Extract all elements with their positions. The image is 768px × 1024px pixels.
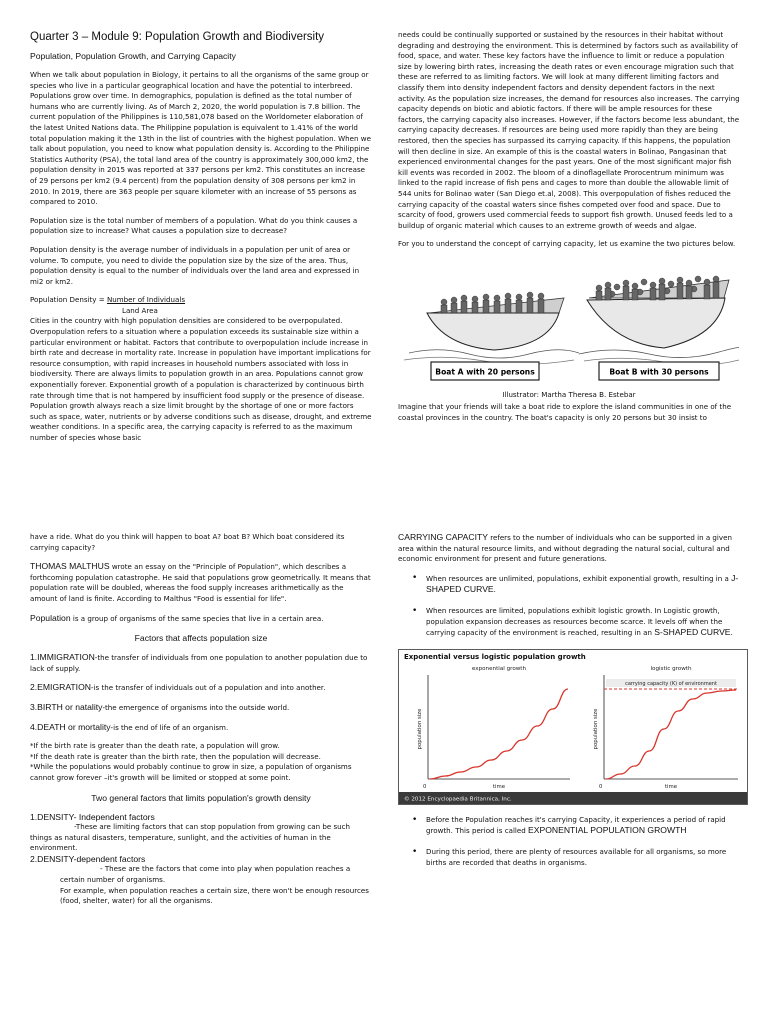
emigration-keyword: 2.EMIGRATION <box>30 682 91 693</box>
density-formula <box>30 295 372 306</box>
birth-text: -the emergence of organisms into the outside world. <box>102 702 290 712</box>
population-density-paragraph: Population density is the average number of individuals in a population per unit of area or volume. To compute, you need to divide the population size by the size of the area. Thus, population density is equal to the number of individuals over the land area and expressed in mi2 or km2. <box>30 244 360 286</box>
factors-heading: Factors that affects population size <box>134 633 268 644</box>
origin-label: 0 <box>599 783 603 790</box>
population-text: is a group of organisms of the same species that live in a certain area. <box>70 613 324 623</box>
note-birth-rate: *If the birth rate is greater than the death rate, a population will grow. <box>30 741 280 751</box>
exponential-growth-text: Before the Population reaches it's carrying Capacity, it experiences a period of rapid growth. This period is called <box>426 814 726 836</box>
note-growth-limit: *While the populations would probably continue to grow in size, a population of organisms cannot grow forever –it's growth will be limited or stopped at some point. <box>30 762 352 782</box>
malthus-keyword: THOMAS MALTHUS <box>30 561 110 572</box>
boat-ride-paragraph: Imagine that your friends will take a boat ride to explore the island communities in one of the coastal provinces in the country. The boat's capacity is only 20 persons but 30 insist to <box>398 402 732 423</box>
factor-immigration <box>30 652 372 674</box>
formula-denominator: Land Area <box>122 305 158 315</box>
s-curve-keyword: S-SHAPED CURVE <box>654 627 731 638</box>
factor-birth <box>30 702 372 714</box>
death-keyword: 4.DEATH or mortality <box>30 721 111 732</box>
factor-emigration <box>30 682 372 694</box>
page1-left-column <box>30 30 372 452</box>
intro-paragraph: When we talk about population in Biology, it pertains to all the organisms of the same group or species who live in a particular geographical location and have the potential to interbreed. Populations grow over time. In demographics, population is defined as the total number of humans who are currently living. As of March 2, 2020, the world population is 7.8 billion. The current population of the Philippines is 110,581,078 based on the Worldometer elaboration of the latest United Nations data. The Philippine population is equivalent to 1.41% of the world total population making it the 13th in the list of countries with the highest population. When we talk about population, you need to know what population density is. According to the Philippine Statistics Authority (PSA), the total land area of the country is approximately 300,000 km2, the population density in 2015 was reported at 337 persons per km2. This constitutes an increase of 29 persons per km2 (9.4 percent) from the population density of 308 persons per km2 in 2010. In 2019, there are 363 people per square kilometer with an increase of 55 persons as compared to 2010. <box>30 70 371 207</box>
panel-subtitle: exponential growth <box>471 665 527 672</box>
density-independent-text: -These are limiting factors that can stop population from growing can be such things as natural disasters, temperature, sunlight, and the activities of human in the environment. <box>30 822 351 853</box>
carrying-capacity-keyword: CARRYING CAPACITY <box>398 532 488 542</box>
boat-b-drawing <box>579 276 739 365</box>
chart-frame <box>399 649 748 804</box>
two-factors-heading: Two general factors that limits population's growth density <box>91 792 311 803</box>
x-axis-label: time <box>664 783 678 790</box>
density-dependent-heading: 2.DENSITY-dependent factors <box>30 853 146 864</box>
chart-credit: © 2012 Encyclopaedia Britannica, Inc. <box>404 796 512 803</box>
list-item <box>426 847 740 868</box>
boat-b-label: Boat B with 30 persons <box>609 367 709 377</box>
exponential-bullets <box>398 815 740 868</box>
resources-text: During this period, there are plenty of resources available for all organisms, so more births are recorded that deaths in organisms. <box>426 846 727 867</box>
list-item <box>426 606 740 639</box>
boat-a-label: Boat A with 20 persons <box>435 367 535 377</box>
factor-death <box>30 722 372 734</box>
s-curve-end: . <box>730 628 733 638</box>
exponential-growth-keyword: EXPONENTIAL POPULATION GROWTH <box>528 825 687 836</box>
density-dependent-example: For example, when population reaches a certain size, there won't be enough resources (food, shelter, water) for all the organisms. <box>60 885 369 906</box>
density-independent-heading: 1.DENSITY- Independent factors <box>30 811 155 822</box>
j-curve-text: When resources are unlimited, populations, exhibit exponential growth, resulting in a <box>426 573 732 583</box>
chart-title: Exponential versus logistic population growth <box>404 652 586 661</box>
y-axis-label: population size <box>593 708 599 750</box>
carrying-capacity-annotation: carrying capacity (K) of environment <box>625 680 717 687</box>
carrying-capacity-paragraph: needs could be continually supported or sustained by the resources in their habitat without degrading and destroying the environment. This is determined by factors such as availability of food, space, and water. These key factors have the influence to limit or reduce a population size by lowering birth rates, increasing the death rates or even encourage migration such that these are referred to as limiting factors. We will look at many different limiting factors and classify them into density independent factors and density dependent factors in the next activity. As the population size increases, the demand for resources also increases. The carrying capacity depends on biotic and abiotic factors. If there will be ample resources for these factors, the carrying capacity also increases. However, if the factors become less abundant, the carrying capacity decreases. If resources are being used more rapidly than they are being restored, then the species has surpassed its carrying capacity. If this happens, the population will then decline in size. An example of this is the coastal waters in Bolinao, Pangasinan that experienced environmental changes for the past years. One of the most significant major fish kill events was recorded in 2002. The bloom of a dinoflagellate Prorocentrum minimum was linked to the rapid increase of fish pens and cages to more than double the allowable limit of 544 units for Bolinao water (San Diego et.al, 2008). This overpopulation of fishes reduced the carrying capacity of the coastal waters since fishes competed over food and space. Due to scarcity of food, growers used commercial feeds to support fish growth. Unused feeds led to a buildup of organic material which causes to an extreme growth of weeds and algae. <box>398 30 740 230</box>
page1-right-column <box>398 30 740 432</box>
growth-chart <box>398 649 748 805</box>
overpopulation-paragraph: Cities in the country with high population densities are considered to be overpopulated. Overpopulation refers to a situation where a population exceeds its sustainable size within a particular environment or habitat. Factors that contribute to overpopulation include increase in birth rate and decrease in mortality rate. Increase in population have important implications for resource consumption, with rapid increases in household numbers associated with loss in biodiversity. There are always limits to population growth in an area. Populations cannot grow exponentially forever. Exponential growth of a population is characterized by continuous birth rate through time that is not hampered by insufficient food supply or the presence of disease. Population growth always reach a size limit brought by the shortage of one or more factors such as space, water, nutrients or by adverse conditions such as disease, drought, and extreme weather conditions. In a specific area, the carrying capacity is referred to as the maximum number of species whose basic <box>30 316 372 442</box>
carrying-capacity-definition <box>398 532 740 565</box>
illustrator-credit: Illustrator: Martha Theresa B. Estebar <box>502 389 636 399</box>
density-dependent-text: - These are the factors that come into play when population reaches a certain number of organisms. <box>60 864 351 885</box>
j-curve-keyword: J-SHAPED CURVE <box>426 572 739 595</box>
origin-label: 0 <box>423 783 427 790</box>
population-definition <box>30 613 372 625</box>
module-title: Quarter 3 – Module 9: Population Growth and Biodiversity <box>30 31 325 43</box>
formula-numerator: Number of Individuals <box>106 295 186 305</box>
s-curve-text: When resources are limited, populations exhibit logistic growth. In Logistic growth, population expansion decreases as resources become scarce. It levels off when the carrying capacity of the environment is reached, resulting in an <box>426 605 723 638</box>
birth-keyword: 3.BIRTH or natality <box>30 701 103 712</box>
j-curve-end: . <box>493 585 496 595</box>
growth-curve-bullets <box>398 573 740 639</box>
death-text: -is the end of life of an organism. <box>110 722 229 732</box>
population-size-paragraph: Population size is the total number of members of a population. What do you think causes a population size to increase? What causes a population size to decrease? <box>30 215 358 236</box>
immigration-text: -the transfer of individuals from one population to another population due to lack of supply. <box>30 653 368 673</box>
pictures-intro: For you to understand the concept of carrying capacity, let us examine the two pictures below. <box>398 239 736 249</box>
malthus-text: wrote an essay on the "Principle of Population", which describes a forthcoming population catastrophe. He said that populations grow geometrically. It means that population rate will be doubled, whereas the food supply increases arithmetically as the amount of land is finite. According to Malthus "Food is essential for life". <box>30 562 371 603</box>
list-item <box>426 815 740 837</box>
formula-lhs: Population Density = <box>30 295 107 305</box>
immigration-keyword: 1.IMMIGRATION <box>30 652 95 663</box>
x-axis-label: time <box>492 783 506 790</box>
boats-illustration <box>399 258 739 386</box>
boat-question: have a ride. What do you think will happen to boat A? boat B? Which boat considered its carrying capacity? <box>30 532 345 552</box>
note-death-rate: *If the death rate is greater than the birth rate, then the population will decrease. <box>30 751 321 761</box>
section-subtitle: Population, Population Growth, and Carrying Capacity <box>30 51 236 61</box>
panel-subtitle: logistic growth <box>650 665 692 672</box>
page2-right-column <box>398 532 740 878</box>
list-item <box>426 573 740 596</box>
population-keyword: Population <box>30 612 71 623</box>
carrying-capacity-text: refers to the number of individuals who can be supported in a given area within the natural resource limits, and without degrading the natural social, cultural and economic environment for present and future generations. <box>398 533 732 564</box>
page2-left-column <box>30 532 372 907</box>
malthus-paragraph <box>30 561 372 604</box>
boat-a-drawing <box>404 292 579 364</box>
y-axis-label: population size <box>417 708 423 750</box>
emigration-text: -is the transfer of individuals out of a population and into another. <box>90 683 326 693</box>
